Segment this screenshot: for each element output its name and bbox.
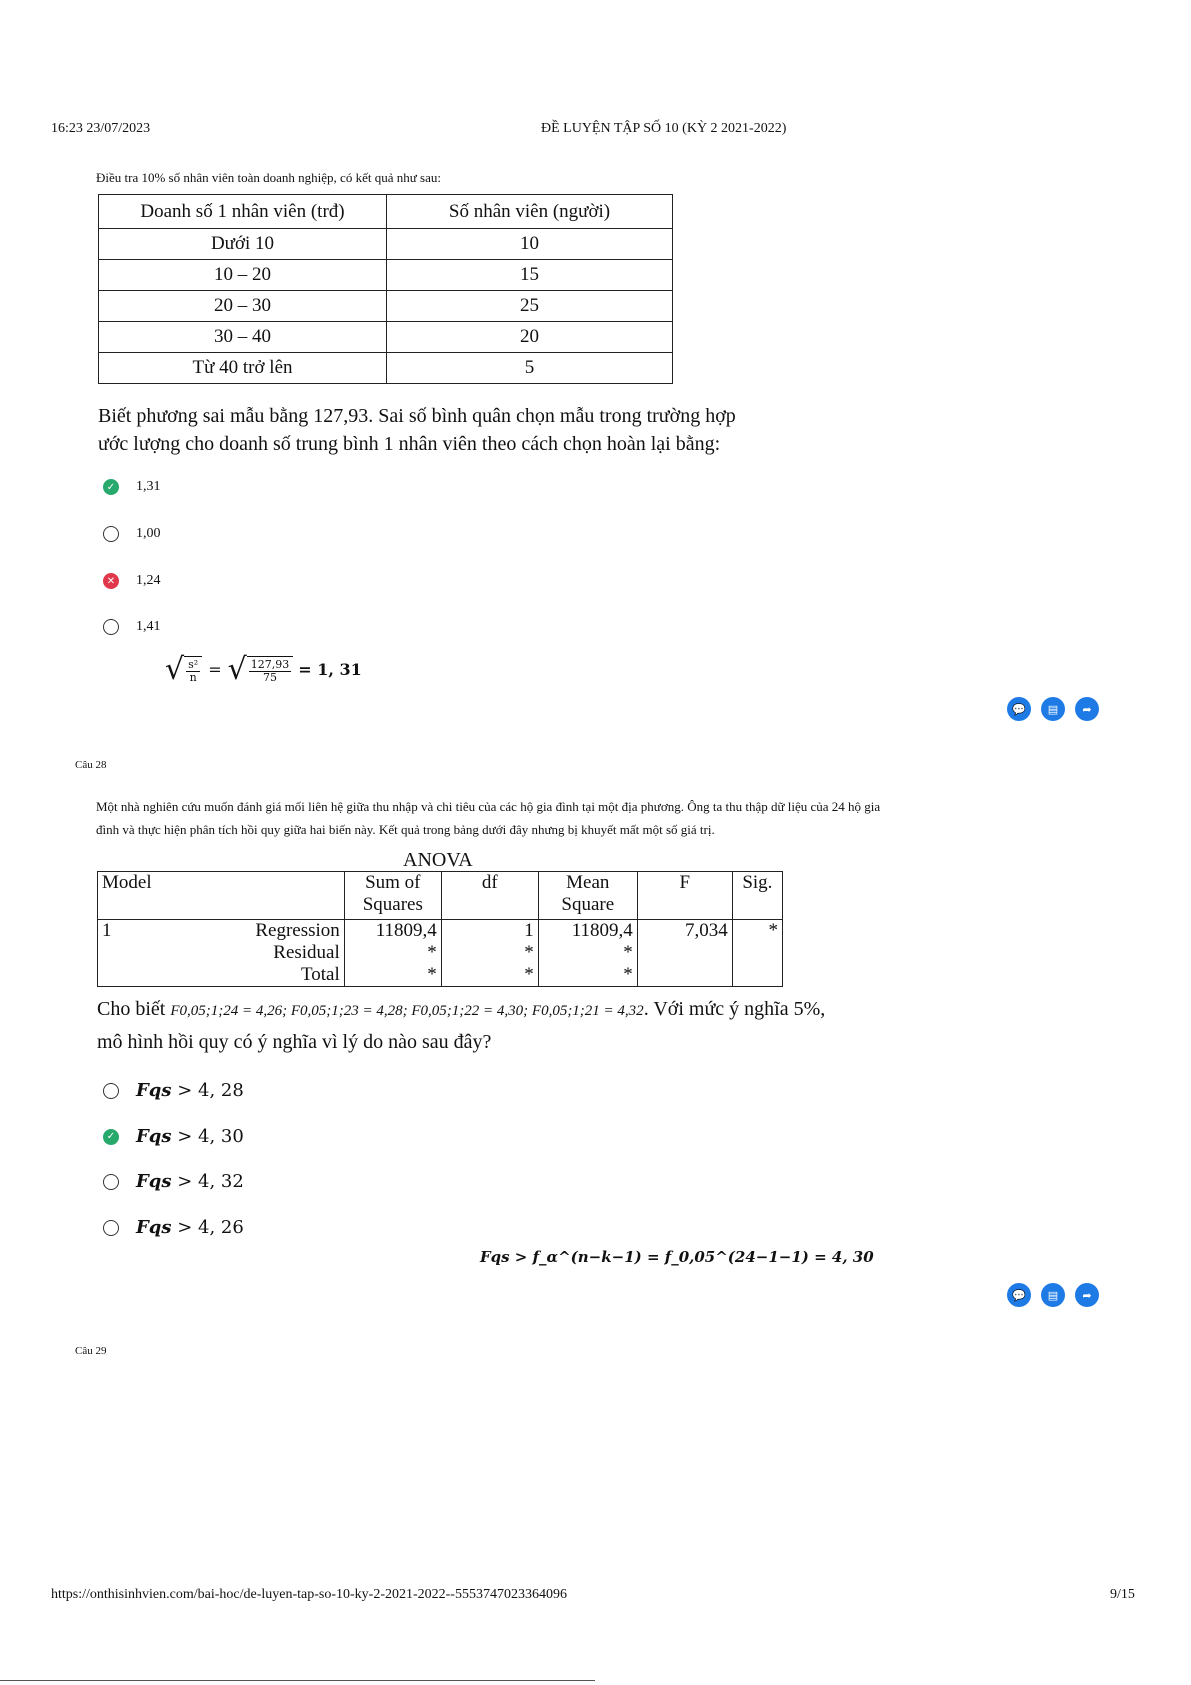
header-text: Mean — [566, 872, 610, 893]
q28-option-b[interactable] — [103, 1126, 244, 1147]
q28-label: Câu 28 — [75, 759, 107, 771]
header-text: Sum of — [365, 872, 421, 893]
option-label: 1,00 — [136, 526, 161, 541]
row-name: Residual — [273, 942, 340, 963]
q27-question — [98, 402, 736, 458]
page-number: 9/15 — [1110, 1587, 1135, 1602]
comment-icon: 💬 — [1012, 702, 1026, 716]
row-name: Regression — [255, 920, 340, 941]
page-title: ĐỀ LUYỆN TẬP SỐ 10 (KỲ 2 2021-2022) — [541, 121, 787, 136]
anova-title: ANOVA — [403, 849, 473, 871]
solution-result: = 1, 31 — [298, 660, 362, 679]
math-lhs: Fqs — [136, 1217, 172, 1238]
math-lhs: Fqs — [136, 1126, 172, 1147]
cell: * — [623, 964, 633, 985]
q27-question-line: ước lượng cho doanh số trung bình 1 nhân viên theo cách chọn hoàn lại bằng: — [98, 433, 721, 455]
math-lhs: Fqs — [136, 1080, 172, 1101]
given-formula: F0,05;1;24 = 4,26; F0,05;1;23 = 4,28; F0,05;1;22 = 4,30; F0,05;1;21 = 4,32 — [170, 1003, 644, 1019]
table-row — [99, 260, 673, 291]
option-label: > 4, 30 — [177, 1126, 244, 1147]
radio-icon — [103, 1083, 119, 1099]
anova-header-f: F — [637, 872, 732, 920]
q27-question-line: Biết phương sai mẫu bằng 127,93. Sai số bình quân chọn mẫu trong trường hợp — [98, 405, 736, 427]
comment-icon: 💬 — [1012, 1288, 1026, 1302]
anova-df-col — [441, 920, 538, 987]
table-cell: 30 – 40 — [99, 322, 387, 353]
table-cell: 20 – 30 — [99, 291, 387, 322]
given-prefix: Cho biết — [97, 998, 166, 1020]
comment-button[interactable] — [1007, 1283, 1031, 1307]
q27-table — [98, 194, 673, 384]
q28-intro-line1: Một nhà nghiên cứu muốn đánh giá mối liên hệ giữa thu nhập và chi tiêu của các hộ gia đình tại một địa phương. Ông ta thu thập dữ liệu của 24 hộ gia — [96, 799, 881, 814]
frac-den: n — [189, 670, 197, 684]
q27-intro: Điều tra 10% số nhân viên toàn doanh nghiệp, có kết quả như sau: — [96, 170, 441, 185]
share-icon: ➦ — [1082, 702, 1092, 716]
radio-icon — [103, 1174, 119, 1190]
option-label: 1,24 — [136, 573, 161, 588]
anova-header-df: df — [441, 872, 538, 920]
anova-f-col — [637, 920, 732, 987]
option-label: > 4, 32 — [177, 1171, 244, 1192]
q27-option-c[interactable] — [103, 573, 161, 589]
anova-header-sig: Sig. — [732, 872, 782, 920]
q28-question: mô hình hồi quy có ý nghĩa vì lý do nào sau đây? — [97, 1031, 492, 1053]
table-row — [99, 322, 673, 353]
share-button[interactable] — [1075, 1283, 1099, 1307]
header-text: Square — [561, 894, 615, 915]
q27-solution: √ $\frac{\text{s²}}{n}$ = √ $\frac{127,93}{75}$ = 1, 31 — [165, 652, 362, 687]
given-suffix: . Với mức ý nghĩa 5%, — [643, 998, 826, 1020]
radio-icon — [103, 526, 119, 542]
cell: 11809,4 — [375, 920, 437, 941]
table-cell: Từ 40 trở lên — [99, 353, 387, 384]
footer-url[interactable]: https://onthisinhvien.com/bai-hoc/de-luyen-tap-so-10-ky-2-2021-2022--5553747023364096 — [51, 1587, 567, 1602]
table-cell: 20 — [387, 322, 673, 353]
note-button[interactable] — [1041, 697, 1065, 721]
table-cell: 10 — [387, 229, 673, 260]
q28-option-d[interactable] — [103, 1217, 244, 1238]
option-label: 1,31 — [136, 479, 161, 494]
header-text: Squares — [362, 894, 423, 915]
q27-option-a[interactable] — [103, 479, 161, 495]
share-button[interactable] — [1075, 697, 1099, 721]
table-row — [99, 229, 673, 260]
anova-ss-col — [344, 920, 441, 987]
note-icon: ▤ — [1047, 702, 1059, 716]
divider — [0, 1680, 595, 1681]
cell: * — [427, 964, 437, 985]
q28-option-c[interactable] — [103, 1171, 244, 1192]
option-label: 1,41 — [136, 619, 161, 634]
radio-icon — [103, 619, 119, 635]
q27-option-d[interactable] — [103, 619, 161, 635]
table-cell: 25 — [387, 291, 673, 322]
q28-intro-line2: đình và thực hiện phân tích hồi quy giữa hai biến này. Kết quả trong bảng dưới đây nhưng bị khuyết mất một số giá trị. — [96, 822, 715, 837]
anova-ms-col — [538, 920, 637, 987]
cell: 7,034 — [685, 920, 728, 941]
cell: * — [427, 942, 437, 963]
option-label: > 4, 26 — [177, 1217, 244, 1238]
anova-header-model: Model — [98, 872, 345, 920]
anova-row-names — [196, 920, 344, 987]
note-button[interactable] — [1041, 1283, 1065, 1307]
math-lhs: Fqs — [136, 1171, 172, 1192]
print-datetime: 16:23 23/07/2023 — [51, 121, 151, 136]
q27-table-header: Doanh số 1 nhân viên (trđ) — [99, 195, 387, 229]
radio-icon — [103, 1220, 119, 1236]
sqrt-icon: √ — [165, 652, 185, 687]
frac-den: 75 — [262, 670, 277, 684]
anova-header-ms — [538, 872, 637, 920]
row-name: Total — [301, 964, 340, 985]
cell: 11809,4 — [571, 920, 633, 941]
sqrt-icon: √ — [227, 652, 247, 687]
check-icon: ✓ — [103, 479, 119, 495]
frac-num: s² — [188, 657, 199, 671]
q27-table-header: Số nhân viên (người) — [387, 195, 673, 229]
cell: * — [524, 964, 534, 985]
share-icon: ➦ — [1082, 1288, 1092, 1302]
check-icon: ✓ — [103, 1129, 119, 1145]
table-cell: 5 — [387, 353, 673, 384]
table-row — [99, 291, 673, 322]
option-label: > 4, 28 — [177, 1080, 244, 1101]
note-icon: ▤ — [1047, 1288, 1059, 1302]
q27-option-b[interactable] — [103, 526, 161, 542]
frac-num: 127,93 — [250, 657, 290, 671]
cell: * — [768, 920, 778, 941]
anova-header-ss — [344, 872, 441, 920]
cell: 1 — [524, 920, 534, 941]
cross-icon: ✕ — [103, 573, 119, 589]
table-cell: 10 – 20 — [99, 260, 387, 291]
q28-given — [97, 995, 825, 1025]
cell: * — [524, 942, 534, 963]
anova-table — [97, 871, 783, 987]
q28-solution: Fqs > f_α^(n−k−1) = f_0,05^(24−1−1) = 4, 30 — [480, 1248, 874, 1266]
anova-sig-col — [732, 920, 782, 987]
q29-label: Câu 29 — [75, 1345, 107, 1357]
cell: * — [623, 942, 633, 963]
comment-button[interactable] — [1007, 697, 1031, 721]
anova-model-no: 1 — [98, 920, 197, 987]
table-cell: 15 — [387, 260, 673, 291]
q28-option-a[interactable] — [103, 1080, 244, 1101]
table-row — [99, 353, 673, 384]
table-cell: Dưới 10 — [99, 229, 387, 260]
